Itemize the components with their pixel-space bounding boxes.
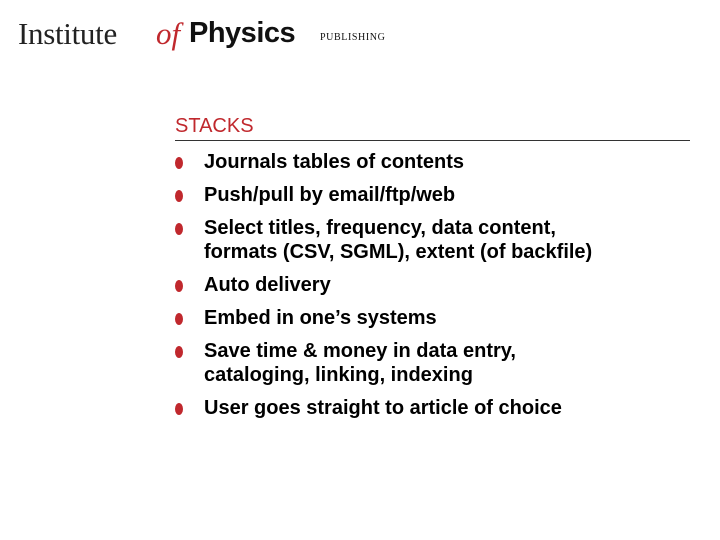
bullet-item — [175, 339, 690, 387]
bullet-dot-icon — [175, 313, 183, 325]
bullet-dot-icon — [175, 190, 183, 202]
bullet-text-continued: cataloging, linking, indexing — [204, 364, 473, 386]
bullet-text: Select titles, frequency, data content, — [204, 217, 556, 239]
bullet-text-continued: formats (CSV, SGML), extent (of backfile) — [204, 241, 593, 263]
bullet-text: Journals tables of contents — [204, 151, 465, 173]
bullet-item — [175, 396, 690, 420]
logo-physics-text: Physics — [189, 17, 296, 49]
logo-of-text: of — [156, 16, 181, 51]
bullet-item — [175, 183, 690, 207]
logo-institute-text: Institute — [18, 16, 117, 51]
bullet-dot-icon — [175, 403, 183, 415]
bullet-dot-icon — [175, 346, 183, 358]
bullet-text: User goes straight to article of choice — [204, 397, 562, 419]
bullet-text: Save time & money in data entry, — [204, 340, 516, 362]
bullet-text: Push/pull by email/ftp/web — [204, 184, 456, 206]
bullet-list — [175, 150, 690, 420]
bullet-item — [175, 216, 690, 264]
bullet-dot-icon — [175, 223, 183, 235]
bullet-dot-icon — [175, 157, 183, 169]
stacks-section — [175, 114, 690, 420]
bullet-item — [175, 150, 690, 174]
bullet-dot-icon — [175, 280, 183, 292]
bullet-text: Auto delivery — [204, 274, 331, 296]
bullet-item — [175, 273, 690, 297]
logo-publishing-text: PUBLISHING — [320, 32, 386, 43]
bullet-item — [175, 306, 690, 330]
section-title: STACKS — [175, 114, 690, 141]
bullet-text: Embed in one’s systems — [204, 307, 437, 329]
